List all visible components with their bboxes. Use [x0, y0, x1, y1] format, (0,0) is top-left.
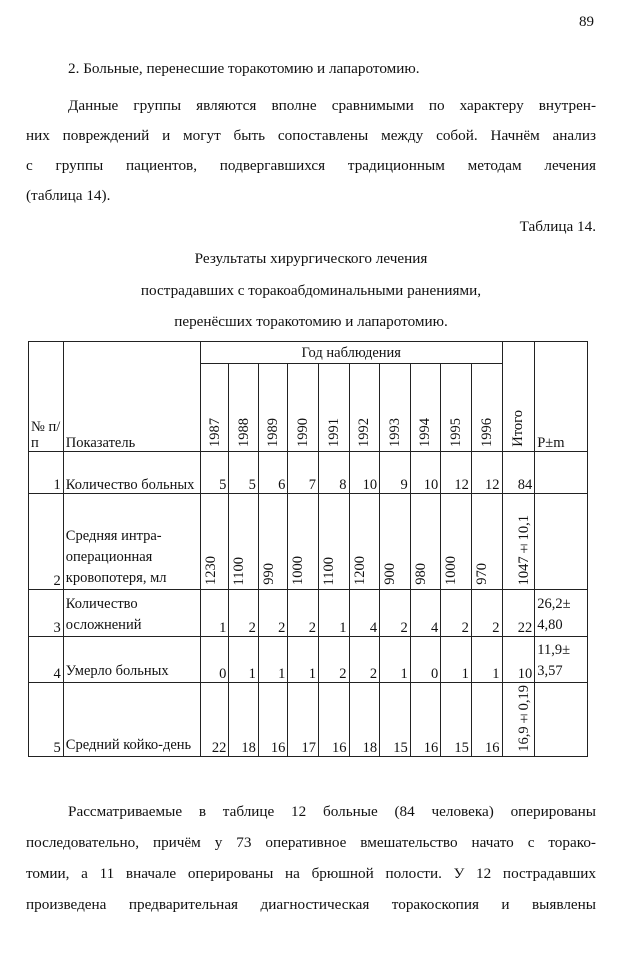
outro-line-4: произведена предварительная диагностическая торакоскопия и выявлены	[26, 896, 596, 913]
cell-value: 15	[441, 683, 472, 757]
cell-value	[200, 494, 228, 590]
cell-value	[258, 494, 288, 590]
cell-value: 1	[200, 590, 228, 637]
cell-value: 1	[258, 637, 288, 683]
year-header	[380, 364, 411, 452]
year-header	[471, 364, 502, 452]
cell-value: 2	[380, 590, 411, 637]
year-header	[441, 364, 472, 452]
cell-value-text: 980	[412, 563, 429, 585]
cell-total	[502, 494, 535, 590]
cell-value-text: 1200	[351, 556, 368, 585]
year-header	[318, 364, 349, 452]
caption-line-2: пострадавших с торакоабдоминальными ранениями,	[140, 282, 482, 299]
cell-value: 4	[410, 590, 441, 637]
year-text: 1992	[356, 418, 373, 447]
year-text: 1994	[417, 418, 434, 447]
cell-value: 1	[288, 637, 319, 683]
cell-value: 9	[380, 452, 411, 494]
intro-line-3: них повреждений и могут быть сопоставлены между собой. Начнём анализ	[26, 127, 596, 144]
cell-value: 2	[288, 590, 319, 637]
cell-value: 8	[318, 452, 349, 494]
cell-value-text: 1100	[320, 556, 337, 585]
cell-total: 10	[502, 637, 535, 683]
header-p: P±m	[535, 342, 588, 452]
intro-line-1: 2. Больные, перенесшие торакотомию и лапаротомию.	[68, 60, 420, 77]
intro-line-2: Данные группы являются вполне сравнимыми по характеру внутрен-	[68, 97, 596, 114]
cell-value: 5	[229, 452, 259, 494]
cell-value-text: 900	[382, 563, 399, 585]
cell-value	[410, 494, 441, 590]
row-number: 2	[29, 494, 64, 590]
row-label: Умерло больных	[63, 637, 200, 683]
cell-value: 10	[349, 452, 380, 494]
year-text: 1990	[295, 418, 312, 447]
intro-line-5: (таблица 14).	[26, 187, 111, 204]
cell-value	[380, 494, 411, 590]
cell-total-text: 1047±10,1	[516, 514, 533, 585]
header-indicator: Показатель	[63, 342, 200, 452]
cell-value-text: 970	[473, 563, 490, 585]
row-label: Количество больных	[63, 452, 200, 494]
cell-value-text: 1230	[202, 556, 219, 585]
row-number: 4	[29, 637, 64, 683]
year-text: 1995	[448, 418, 465, 447]
cell-total: 22	[502, 590, 535, 637]
cell-value: 7	[288, 452, 319, 494]
outro-line-3: томии, а 11 вначале оперированы на брюшной полости. У 12 пострадавших	[26, 865, 596, 882]
cell-value	[441, 494, 472, 590]
caption-line-3: перенёсших торакотомию и лапаротомию.	[174, 313, 448, 330]
year-text: 1987	[206, 418, 223, 447]
cell-value: 1	[229, 637, 259, 683]
cell-value	[349, 494, 380, 590]
table-row	[29, 494, 588, 590]
year-text: 1996	[478, 418, 495, 447]
table-label: Таблица 14.	[519, 218, 596, 235]
cell-p	[535, 494, 588, 590]
cell-value-text: 1000	[443, 556, 460, 585]
cell-total	[502, 683, 535, 757]
cell-value	[288, 494, 319, 590]
cell-value: 18	[229, 683, 259, 757]
year-text: 1988	[235, 418, 252, 447]
header-number: № п/п	[29, 342, 64, 452]
header-total-text: Итого	[510, 410, 527, 447]
year-text: 1991	[325, 418, 342, 447]
cell-value	[471, 494, 502, 590]
cell-value: 12	[441, 452, 472, 494]
cell-value-text: 1000	[290, 556, 307, 585]
cell-total: 84	[502, 452, 535, 494]
header-total	[502, 342, 535, 452]
year-header	[229, 364, 259, 452]
cell-value: 16	[471, 683, 502, 757]
cell-value: 5	[200, 452, 228, 494]
cell-total-text: 16,9±0,19	[516, 685, 533, 752]
cell-value: 0	[200, 637, 228, 683]
cell-value: 2	[441, 590, 472, 637]
row-label: Средний койко-день	[63, 683, 200, 757]
intro-line-4: с группы пациентов, подвергавшихся традиционным методам лечения	[26, 157, 596, 174]
cell-value: 2	[229, 590, 259, 637]
table-row	[29, 452, 588, 494]
year-text: 1993	[386, 418, 403, 447]
caption-line-1: Результаты хирургического лечения	[194, 250, 428, 267]
cell-value	[229, 494, 259, 590]
table-row	[29, 637, 588, 683]
year-header	[258, 364, 288, 452]
cell-value: 18	[349, 683, 380, 757]
cell-value: 2	[318, 637, 349, 683]
cell-value-text: 990	[260, 563, 277, 585]
cell-value: 1	[380, 637, 411, 683]
cell-value: 1	[441, 637, 472, 683]
cell-value: 6	[258, 452, 288, 494]
year-header	[349, 364, 380, 452]
cell-value: 12	[471, 452, 502, 494]
year-header	[288, 364, 319, 452]
cell-p	[535, 452, 588, 494]
cell-value: 17	[288, 683, 319, 757]
cell-value: 2	[349, 637, 380, 683]
outro-line-2: последовательно, причём у 73 оперативное вмешательство начато с торако-	[26, 834, 596, 851]
outro-line-1: Рассматриваемые в таблице 12 больные (84 человека) оперированы	[68, 803, 596, 820]
cell-value: 22	[200, 683, 228, 757]
cell-value-text: 1100	[231, 556, 248, 585]
row-label: Количество осложнений	[63, 590, 200, 637]
table-row	[29, 683, 588, 757]
year-header	[200, 364, 228, 452]
row-number: 1	[29, 452, 64, 494]
year-text: 1989	[265, 418, 282, 447]
cell-value: 2	[471, 590, 502, 637]
row-number: 5	[29, 683, 64, 757]
cell-value: 15	[380, 683, 411, 757]
cell-value: 16	[410, 683, 441, 757]
cell-value: 1	[318, 590, 349, 637]
header-years-group: Год наблюдения	[200, 342, 502, 364]
cell-p: 26,2± 4,80	[535, 590, 588, 637]
row-label: Средняя интра-операционная кровопотеря, мл	[63, 494, 200, 590]
year-header	[410, 364, 441, 452]
row-number: 3	[29, 590, 64, 637]
cell-value: 4	[349, 590, 380, 637]
cell-p: 11,9± 3,57	[535, 637, 588, 683]
cell-value: 0	[410, 637, 441, 683]
cell-value	[318, 494, 349, 590]
cell-value: 16	[318, 683, 349, 757]
page-number: 89	[579, 14, 594, 30]
cell-value: 10	[410, 452, 441, 494]
cell-value: 2	[258, 590, 288, 637]
cell-value: 16	[258, 683, 288, 757]
results-table	[28, 341, 588, 757]
cell-p	[535, 683, 588, 757]
cell-value: 1	[471, 637, 502, 683]
table-row	[29, 590, 588, 637]
